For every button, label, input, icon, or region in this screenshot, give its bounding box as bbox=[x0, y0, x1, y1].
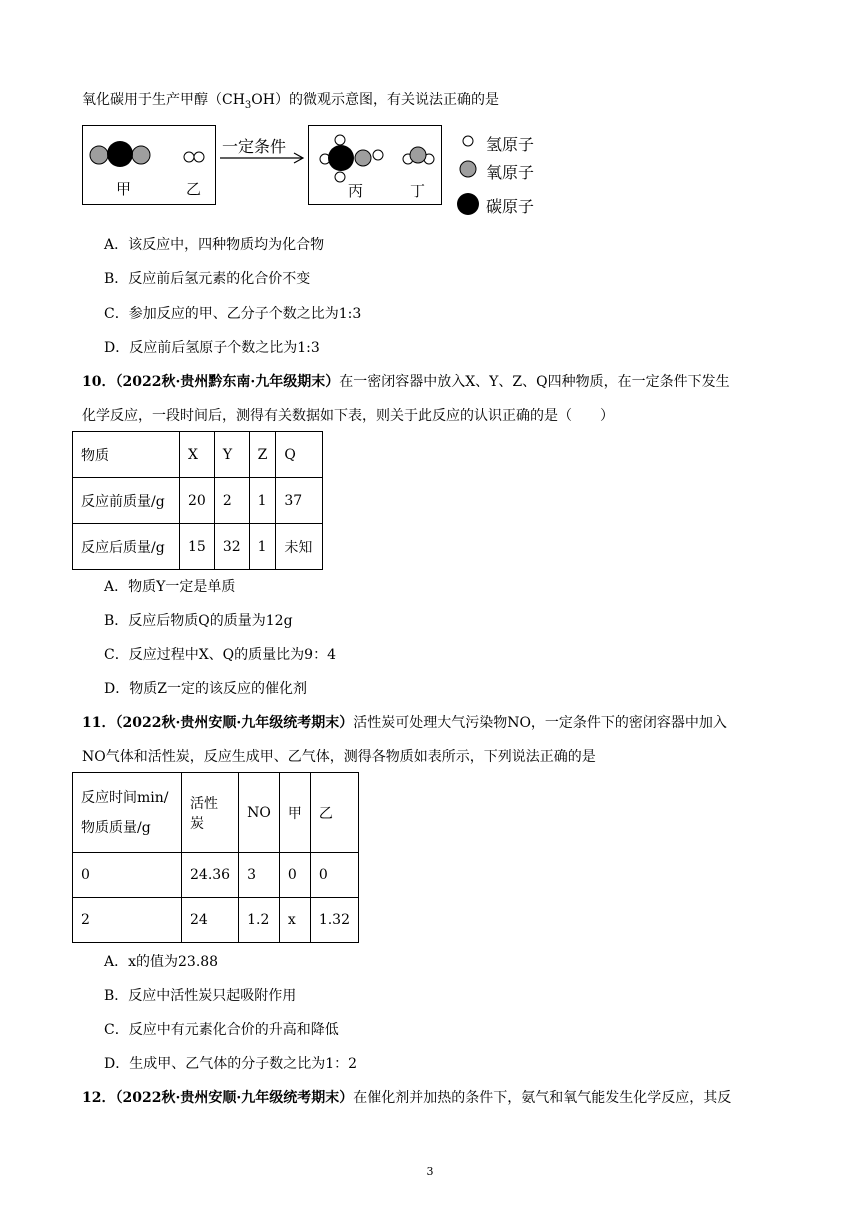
table-cell: 甲 bbox=[279, 773, 310, 853]
table-cell: 1 bbox=[249, 524, 276, 570]
table-cell: X bbox=[180, 432, 215, 478]
label-jia: 甲 bbox=[116, 180, 132, 198]
legend-carbon: 碳原子 bbox=[486, 197, 535, 216]
table-cell: 24 bbox=[182, 898, 239, 943]
table-cell: 1.2 bbox=[239, 898, 280, 943]
table-cell: 37 bbox=[276, 478, 323, 524]
table-cell: NO bbox=[239, 773, 280, 853]
table-cell: 15 bbox=[180, 524, 215, 570]
table-cell: 未知 bbox=[276, 524, 323, 570]
table-cell: 2 bbox=[73, 898, 182, 943]
q11-stem-line2: NO气体和活性炭，反应生成甲、乙气体，测得各物质如表所示，下列说法正确的是 bbox=[82, 749, 596, 765]
table-cell: 活性炭 bbox=[182, 773, 239, 853]
table-cell: 0 bbox=[279, 853, 310, 898]
q10-stem-line2: 化学反应，一段时间后，测得有关数据如下表，则关于此反应的认识正确的是（ ） bbox=[82, 408, 614, 424]
table-row bbox=[73, 524, 323, 570]
table-cell: 20 bbox=[180, 478, 215, 524]
reaction-arrow-icon bbox=[218, 152, 306, 164]
table-cell: 反应时间min/ 物质质量/g bbox=[73, 773, 182, 853]
table-row bbox=[73, 773, 359, 853]
label-yi: 乙 bbox=[186, 180, 202, 198]
q10-option-a: A．物质Y一定是单质 bbox=[104, 579, 236, 595]
table-cell: 反应后质量/g bbox=[73, 524, 180, 570]
q10-option-b: B．反应后物质Q的质量为12g bbox=[104, 613, 293, 629]
table-cell: 0 bbox=[73, 853, 182, 898]
table-cell: Y bbox=[214, 432, 249, 478]
q10-option-c: C．反应过程中X、Q的质量比为9：4 bbox=[104, 647, 336, 663]
q10-option-d: D．物质Z一定的该反应的催化剂 bbox=[104, 681, 307, 697]
q9-option-b: B．反应前后氢元素的化合价不变 bbox=[104, 271, 311, 287]
table-cell: Z bbox=[249, 432, 276, 478]
intro-line: 氧化碳用于生产甲醇$(CH_3OH)$的微观示意图，有关说法正确的是 bbox=[82, 92, 499, 111]
legend-icons bbox=[456, 130, 486, 220]
legend-oxygen: 氧原子 bbox=[486, 163, 535, 182]
label-bing: 丙 bbox=[348, 182, 364, 200]
page-number: 3 bbox=[426, 1165, 434, 1178]
q11-option-b: B．反应中活性炭只起吸附作用 bbox=[104, 988, 297, 1004]
table-cell: Q bbox=[276, 432, 323, 478]
legend-hydrogen: 氢原子 bbox=[486, 135, 535, 154]
table-cell: 反应前质量/g bbox=[73, 478, 180, 524]
table-cell: 物质 bbox=[73, 432, 180, 478]
table-row bbox=[73, 478, 323, 524]
table-row bbox=[73, 853, 359, 898]
q10-table bbox=[72, 431, 323, 570]
table-cell: 3 bbox=[239, 853, 280, 898]
table-cell: 1.32 bbox=[310, 898, 358, 943]
q12-stem-line1: 12．（2022秋·贵州安顺·九年级统考期末）在催化剂并加热的条件下，氨气和氧气能发生化学反应，其反 bbox=[82, 1090, 732, 1106]
q11-option-a: A．x的值为23.88 bbox=[104, 954, 219, 970]
table-cell: x bbox=[279, 898, 310, 943]
table-cell: 32 bbox=[214, 524, 249, 570]
table-row bbox=[73, 898, 359, 943]
q11-option-c: C．反应中有元素化合价的升高和降低 bbox=[104, 1022, 339, 1038]
table-cell: 2 bbox=[214, 478, 249, 524]
table-cell: 24.36 bbox=[182, 853, 239, 898]
q9-option-c: C．参加反应的甲、乙分子个数之比为1:3 bbox=[104, 306, 362, 322]
q10-stem-line1: 10．（2022秋·贵州黔东南·九年级期末）在一密闭容器中放入X、Y、Z、Q四种物质，在一定条件下发生 bbox=[82, 374, 730, 390]
table-cell: 乙 bbox=[310, 773, 358, 853]
q9-option-d: D．反应前后氢原子个数之比为1:3 bbox=[104, 340, 320, 356]
label-ding: 丁 bbox=[410, 182, 426, 200]
q9-option-a: A．该反应中，四种物质均为化合物 bbox=[104, 237, 325, 253]
arrow-condition-label: 一定条件 bbox=[222, 137, 287, 156]
q11-stem-line1: 11．（2022秋·贵州安顺·九年级统考期末）活性炭可处理大气污染物NO，一定条件下的密闭容器中加入 bbox=[82, 715, 727, 731]
q11-option-d: D．生成甲、乙气体的分子数之比为1：2 bbox=[104, 1056, 358, 1072]
q11-table bbox=[72, 772, 359, 943]
table-cell: 1 bbox=[249, 478, 276, 524]
table-row bbox=[73, 432, 323, 478]
table-cell: 0 bbox=[310, 853, 358, 898]
